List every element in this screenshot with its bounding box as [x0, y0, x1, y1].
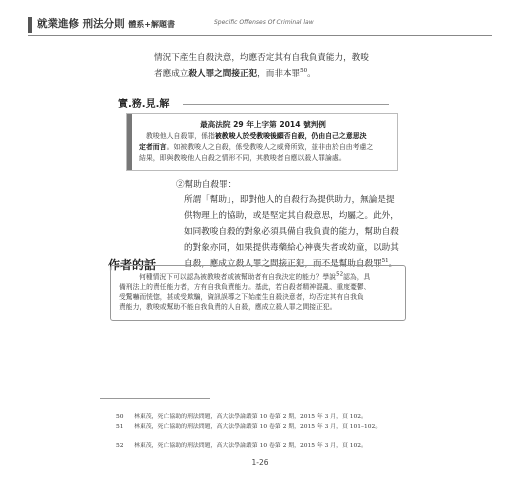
- section-line: 的對象亦同，如果提供毒藥給心神喪失者或幼童，以助其: [184, 243, 399, 253]
- footnote-text: 林東茂，死亡協助的刑法問題，高大法學論叢第 10 卷第 2 期，2015 年 3 月，頁 102。: [134, 414, 367, 420]
- footnote-ref: 51: [381, 258, 389, 265]
- running-header: [28, 14, 492, 36]
- section-line: 供物理上的協助，或是堅定其自殺意思，均屬之。此外，: [184, 211, 399, 221]
- section-paragraph: [184, 192, 424, 272]
- header-subtitle: 體系+解題書: [128, 20, 176, 29]
- section-line: 如同教唆自殺的對象必須具備自我負責的能力，幫助自殺: [184, 227, 399, 237]
- case-title: 最高法院 29 年上字第 2014 號判例: [200, 120, 326, 129]
- practice-heading: 實.務.見.解: [118, 99, 170, 110]
- footnote-text: 林東茂，死亡協助的刑法問題，高大法學論叢第 10 卷第 2 期，2015 年 3 月，頁 101–102。: [134, 424, 382, 430]
- page-number: 1-26: [251, 458, 269, 467]
- footnote-number: 51: [116, 424, 124, 430]
- author-text: 何種情況下可以認為被教唆者或被幫助者有自我決定的能力？學說$^{52}$認為，具 備刑法上的責任能力者，方有自我負責能力。基此，若自殺者精神混亂、重度憂鬱、 受驚嚇而恍惚，甚或受欺騙，資訊誤導之下始產生自殺決意者，均否定其有自我負 責能力，教唆或幫助不能自我負責的人自殺，應成立殺人罪之間接正犯。: [119, 271, 371, 311]
- footnote-number: 52: [116, 443, 124, 449]
- case-stripe: [127, 114, 132, 170]
- section-line: 自殺，應成立殺人罪之間接正犯，而不是幫助自殺罪$^{51}$。: [184, 258, 398, 269]
- footnote-text: 林東茂，死亡協助的刑法問題，高大法學論叢第 10 卷第 2 期，2015 年 3 月，頁 102。: [134, 443, 367, 449]
- header-title: [37, 16, 175, 31]
- section-line: 所謂「幫助」，即對他人的自殺行為提供助力，無論是提: [184, 195, 395, 205]
- bold-term: 殺人罪之間接正犯: [188, 69, 258, 79]
- footnote-number: 50: [116, 414, 124, 420]
- author-box: [110, 265, 406, 321]
- footnote-ref: 52: [336, 271, 344, 278]
- intro-line: 者應成立殺人罪之間接正犯，而非本罪$^{50}$。: [154, 68, 316, 79]
- footnote-rule: [100, 398, 210, 399]
- header-english-title: Specific Offenses Of Criminal law: [214, 19, 314, 26]
- header-rule: [28, 35, 492, 36]
- intro-paragraph: [154, 50, 414, 82]
- case-box: [126, 113, 398, 171]
- header-series: 就業進修 刑法分則: [37, 18, 125, 30]
- footnote-ref: 50: [300, 68, 308, 75]
- case-text: 教唆他人自殺罪，係指被教唆人於受教唆後願否自殺，仍由自己之意思決 定者而言。如被教唆人之自殺，係受教唆人之威脅所致，並非由於自由考慮之 結果，即與教唆他人自殺之情形不同，其教唆者自應以殺人罪論處。: [139, 132, 374, 162]
- section-heading: ②幫助自殺罪：: [176, 180, 237, 190]
- header-bar: [28, 17, 32, 33]
- bold-holding: 定者而言: [139, 143, 167, 151]
- author-heading: 作者的話: [108, 258, 157, 272]
- bold-holding: 被教唆人於受教唆後願否自殺，仍由自己之意思決: [214, 132, 367, 140]
- intro-line: 情況下產生自殺決意，均應否定其有自我負責能力，教唆: [154, 53, 369, 63]
- practice-rule: [183, 104, 389, 105]
